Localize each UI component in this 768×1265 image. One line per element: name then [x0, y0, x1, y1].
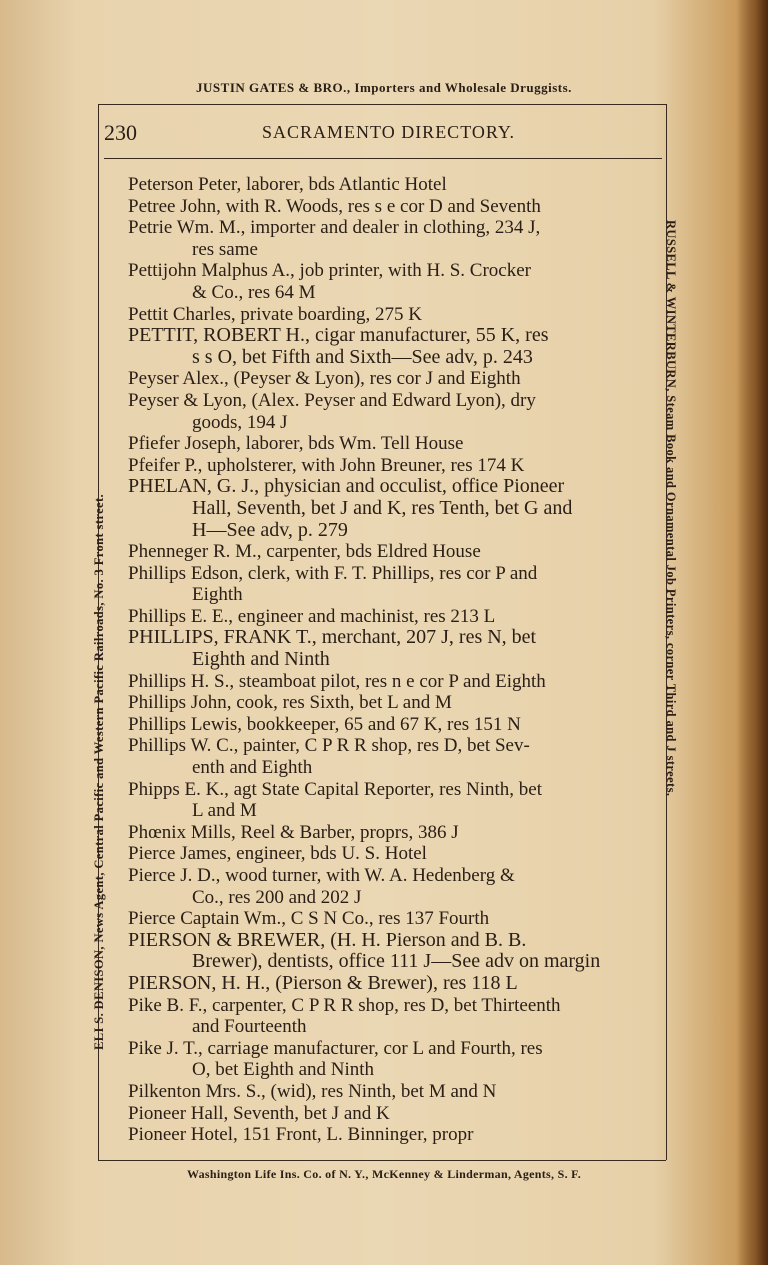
directory-entry: Pierce Captain Wm., C S N Co., res 137 Fourth	[128, 908, 490, 930]
directory-entry: PIERSON & BREWER, (H. H. Pierson and B. B. Brewer), dentists, office 111 J—See adv on margin	[128, 928, 601, 973]
running-title: SACRAMENTO DIRECTORY.	[262, 122, 516, 142]
directory-entry: Pike B. F., carpenter, C P R R shop, res D, bet Thirteenth and Fourteenth	[128, 994, 561, 1038]
directory-entry: Phillips Lewis, bookkeeper, 65 and 67 K, res 151 N	[128, 713, 521, 735]
header-divider	[104, 158, 662, 159]
directory-entry: Pierce J. D., wood turner, with W. A. Hedenberg & Co., res 200 and 202 J	[128, 865, 515, 908]
directory-entry: Pfeifer P., upholsterer, with John Breuner, res 174 K	[128, 454, 525, 476]
directory-entry: Pike J. T., carriage manufacturer, cor L and Fourth, res O, bet Eighth and Ninth	[128, 1037, 543, 1081]
top-advert-banner: JUSTIN GATES & BRO., Importers and Wholesale Druggists.	[196, 80, 572, 95]
frame-rule-top	[98, 104, 666, 105]
directory-entry: Pioneer Hall, Seventh, bet J and K	[128, 1102, 390, 1124]
left-margin-text: ELI S. DENISON, News Agent, Central Pacific and Western Pacific Railroads, No. 3 Front street.	[92, 493, 106, 1050]
directory-entry: Phillips E. E., engineer and machinist, res 213 L	[128, 605, 496, 627]
directory-entry: Petree John, with R. Woods, res s e cor D and Seventh	[128, 195, 541, 217]
right-margin-text: RUSSELL & WINTERBURN, Steam Book and Ornamental Job Printers, corner Third and J streets.	[664, 220, 678, 797]
frame-rule-bottom	[98, 1160, 666, 1161]
directory-entry: PHILLIPS, FRANK T., merchant, 207 J, res N, bet Eighth and Ninth	[128, 626, 537, 671]
directory-entries	[128, 174, 658, 1146]
directory-entry: PIERSON, H. H., (Pierson & Brewer), res 118 L	[128, 971, 518, 994]
directory-entry: Pierce James, engineer, bds U. S. Hotel	[128, 843, 427, 865]
directory-entry: Phillips John, cook, res Sixth, bet L and M	[128, 692, 452, 714]
bottom-advert-banner: Washington Life Ins. Co. of N. Y., McKenney & Linderman, Agents, S. F.	[186, 1167, 582, 1181]
directory-entry: Peyser Alex., (Peyser & Lyon), res cor J and Eighth	[128, 368, 521, 390]
directory-entry: Phenneger R. M., carpenter, bds Eldred House	[128, 541, 481, 563]
directory-entry: Petrie Wm. M., importer and dealer in clothing, 234 J, res same	[128, 217, 541, 260]
directory-entry: Pioneer Hotel, 151 Front, L. Binninger, propr	[128, 1124, 474, 1146]
directory-entry: Phillips H. S., steamboat pilot, res n e cor P and Eighth	[128, 670, 546, 692]
page-number: 230	[104, 120, 137, 145]
page-edge-shadow	[736, 0, 768, 1265]
directory-entry: Pettijohn Malphus A., job printer, with H. S. Crocker & Co., res 64 M	[128, 260, 531, 303]
directory-entry: Pettit Charles, private boarding, 275 K	[128, 303, 422, 325]
directory-entry: PHELAN, G. J., physician and occulist, office Pioneer Hall, Seventh, bet J and K, res Tenth, bet G and H—See adv, p. 279	[128, 475, 573, 541]
directory-entry: Phipps E. K., agt State Capital Reporter, res Ninth, bet L and M	[128, 778, 543, 822]
directory-entry: Pfiefer Joseph, laborer, bds Wm. Tell House	[128, 433, 464, 455]
directory-entry: Pilkenton Mrs. S., (wid), res Ninth, bet M and N	[128, 1080, 497, 1102]
directory-entry: PETTIT, ROBERT H., cigar manufacturer, 55 K, res s s O, bet Fifth and Sixth—See adv, p. 243	[128, 324, 549, 368]
directory-entry: Phillips W. C., painter, C P R R shop, res D, bet Sev- enth and Eighth	[128, 735, 530, 779]
directory-entry: Peyser & Lyon, (Alex. Peyser and Edward Lyon), dry goods, 194 J	[128, 389, 536, 433]
directory-entry: Phœnix Mills, Reel & Barber, proprs, 386 J	[128, 821, 459, 843]
directory-entry: Phillips Edson, clerk, with F. T. Phillips, res cor P and Eighth	[128, 562, 538, 606]
directory-entry: Peterson Peter, laborer, bds Atlantic Hotel	[128, 174, 447, 195]
